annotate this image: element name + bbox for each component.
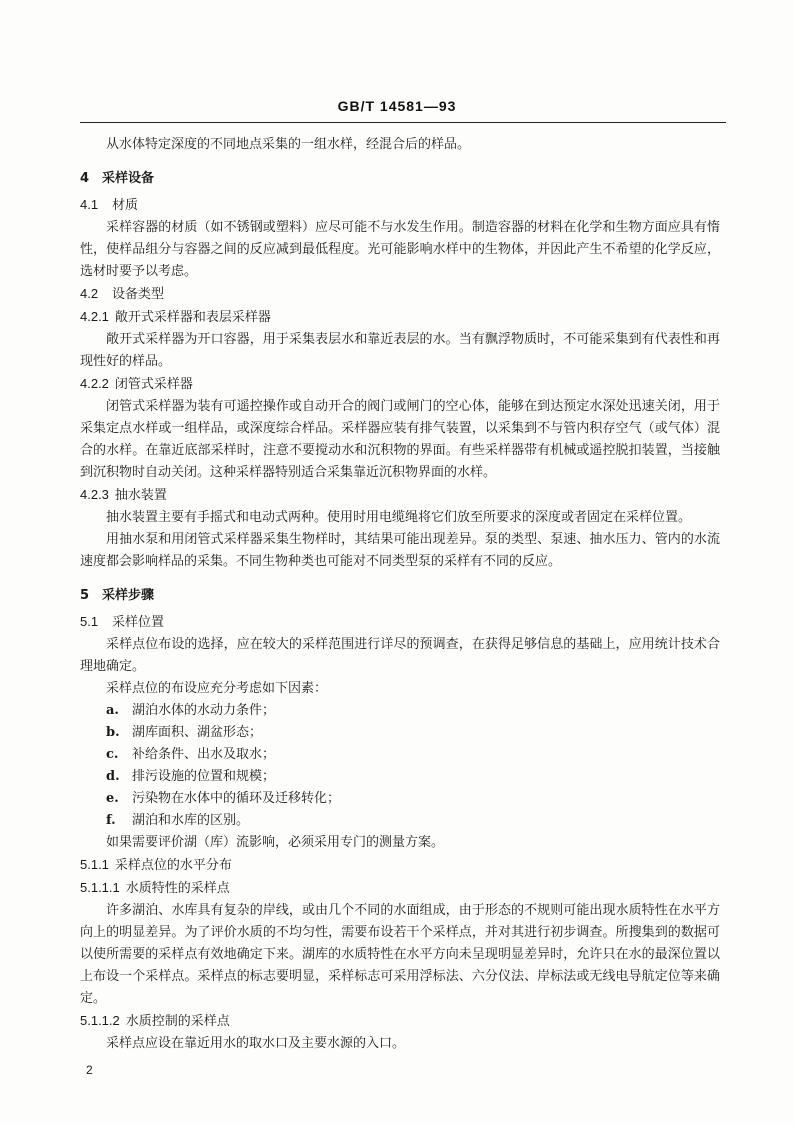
- list-item-label: c.: [106, 747, 119, 762]
- section-number: 4.2.2: [80, 376, 109, 391]
- section-title: 设备类型: [112, 287, 165, 302]
- list-item: [106, 700, 720, 722]
- list-item: [106, 744, 720, 766]
- section-number: 4.1: [80, 197, 99, 212]
- section-title: 采样位置: [112, 615, 165, 630]
- section-4-2-3-heading: [80, 484, 720, 507]
- section-4-title: 4 采样设备: [80, 171, 155, 186]
- page-body: [80, 134, 720, 1055]
- list-item-label: b.: [106, 725, 120, 740]
- document-code-header: GB/T 14581—93: [337, 98, 457, 114]
- section-5-1-1-2-heading: [80, 1010, 720, 1033]
- page-number: 2: [86, 1063, 93, 1077]
- section-5-1-paragraph-3: 如果需要评价湖（库）流影响，必须采用专门的测量方案。: [106, 835, 445, 850]
- list-item-text: 湖库面积、湖盆形态；: [132, 725, 263, 740]
- section-number: 4.2: [80, 286, 99, 301]
- list-item-label: d.: [106, 769, 120, 784]
- section-4-2-2-heading: [80, 373, 720, 396]
- section-5-1-paragraph-2: 采样点位的布设应充分考虑如下因素：: [106, 681, 328, 696]
- section-5-1-1-2-paragraph: 采样点应设在靠近用水的取水口及主要水源的入口。: [106, 1036, 406, 1051]
- list-item-label: a.: [106, 703, 119, 718]
- list-item-label: e.: [106, 791, 119, 806]
- section-4-1-heading: [80, 194, 720, 217]
- list-item: [106, 788, 720, 810]
- section-4-1-paragraph: 采样容器的材质（如不锈钢或塑料）应尽可能不与水发生作用。制造容器的材料在化学和生物方面应具有惰性，使样品组分与容器之间的反应减到最低程度。光可能影响水样中的生物体，并因此产生不希望的化学反应，选材时要予以考虑。: [80, 220, 720, 279]
- section-number: 5.1.1.1: [80, 880, 120, 895]
- section-4-2-3-paragraph-1: 抽水装置主要有手摇式和电动式两种。使用时用电缆绳将它们放至所要求的深度或者固定在采样位置。: [106, 510, 692, 525]
- intro-paragraph: 从水体特定深度的不同地点采集的一组水样，经混合后的样品。: [106, 137, 471, 152]
- section-5-title: 5 采样步骤: [80, 588, 155, 603]
- list-item-text: 排污设施的位置和规模；: [132, 769, 276, 784]
- section-title: 敞开式采样器和表层采样器: [114, 310, 271, 325]
- list-item: [106, 722, 720, 744]
- section-4-2-1-heading: [80, 306, 720, 329]
- section-title: 抽水装置: [114, 488, 167, 503]
- list-item: [106, 766, 720, 788]
- list-item: [106, 810, 720, 832]
- section-4-2-2-paragraph: 闭管式采样器为装有可遥控操作或自动开合的阀门或闸门的空心体，能够在到达预定水深处迅速关闭，用于采集定点水样或一组样品，或深度综合样品。采样器应装有排气装置，以采集到不与管内积存空气（或气体）混合的水样。在靠近底部采样时，注意不要搅动水和沉积物的界面。有些采样器带有机械或遥控脱扣装置，当接触到沉积物时自动关闭。这种采样器特别适合采集靠近沉积物界面的水样。: [80, 399, 720, 480]
- section-title: 水质特性的采样点: [125, 881, 230, 896]
- section-4-2-heading: [80, 283, 720, 306]
- section-4-2-3-paragraph-2: 用抽水泵和用闭管式采样器采集生物样时，其结果可能出现差异。泵的类型、泵速、抽水压力、管内的水流速度都会影响样品的采集。不同生物种类也可能对不同类型泵的采样有不同的反应。: [80, 532, 720, 569]
- section-number: 5.1.1: [80, 857, 109, 872]
- list-item-text: 补给条件、出水及取水；: [132, 747, 276, 762]
- section-title: 采样点位的水平分布: [114, 858, 232, 873]
- section-5-1-1-heading: [80, 854, 720, 877]
- section-number: 5.1: [80, 614, 99, 629]
- list-item-text: 污染物在水体中的循环及迁移转化；: [132, 791, 341, 806]
- section-number: 4.2.3: [80, 487, 109, 502]
- section-number: 5.1.1.2: [80, 1013, 120, 1028]
- section-5-1-heading: [80, 611, 720, 634]
- list-item-text: 湖泊水体的水动力条件；: [132, 703, 276, 718]
- section-number: 4.2.1: [80, 309, 109, 324]
- section-5-1-paragraph-1: 采样点位布设的选择，应在较大的采样范围进行详尽的预调查，在获得足够信息的基础上，应用统计技术合理地确定。: [80, 637, 720, 674]
- section-title: 水质控制的采样点: [125, 1014, 230, 1029]
- section-5-1-1-1-paragraph: 许多湖泊、水库具有复杂的岸线，或由几个不同的水面组成，由于形态的不规则可能出现水质特性在水平方向上的明显差异。为了评价水质的不均匀性，需要布设若干个采样点，并对其进行初步调查。所搜集到的数据可以使所需要的采样点有效地确定下来。湖库的水质特性在水平方向未呈现明显差异时，允许只在水的最深位置以上布设一个采样点。采样点的标志要明显，采样标志可采用浮标法、六分仪法、岸标法或无线电导航定位等来确定。: [80, 903, 720, 1006]
- section-4-2-1-paragraph: 敞开式采样器为开口容器，用于采集表层水和靠近表层的水。当有飘浮物质时，不可能采集到有代表性和再现性好的样品。: [80, 332, 720, 369]
- list-item-label: f.: [106, 813, 116, 828]
- section-title: 材质: [112, 198, 139, 213]
- section-5-1-1-1-heading: [80, 877, 720, 900]
- section-title: 闭管式采样器: [114, 377, 193, 392]
- header-rule: [80, 122, 726, 123]
- list-item-text: 湖泊和水库的区别。: [132, 813, 250, 828]
